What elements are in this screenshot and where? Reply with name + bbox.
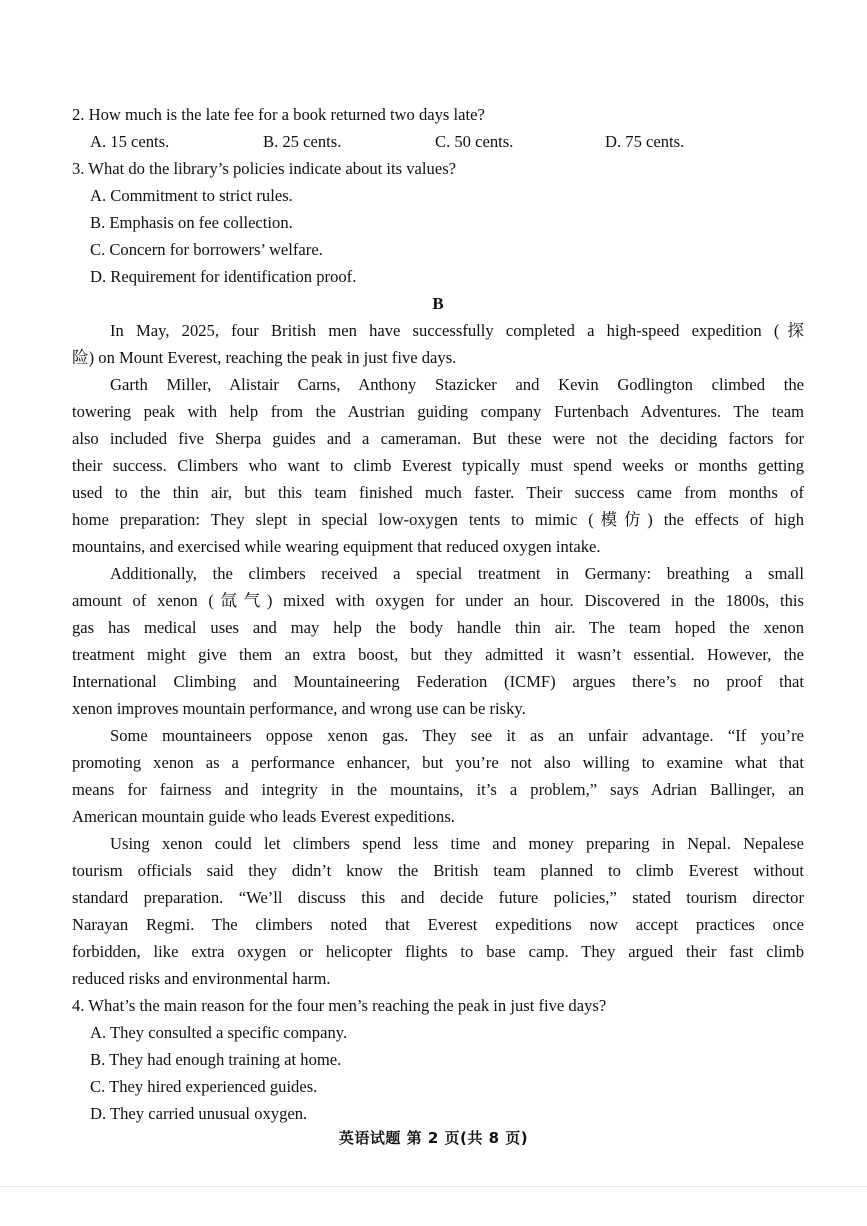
paragraph-line: xenon improves mountain performance, and wrong use can be risky. [72,699,526,718]
passage-b [72,290,804,992]
question-2-option-a: A. 15 cents. [90,132,170,151]
paragraph-line: 险) on Mount Everest, reaching the peak in just five days. [72,348,457,367]
question-2-option-b: B. 25 cents. [263,132,342,151]
question-3-option-a: A. Commitment to strict rules. [90,186,293,205]
paragraph-line: used to the thin air, but this team finished much faster. Their success came from months of [72,483,804,502]
paragraph-line: also included five Sherpa guides and a cameraman. But these were not the deciding factors for [72,429,804,448]
paragraph-line: amount of xenon (氙气) mixed with oxygen for under an hour. Discovered in the 1800s, this [72,591,804,610]
question-3-option-d: D. Requirement for identification proof. [90,267,357,286]
question-3-option-b: B. Emphasis on fee collection. [90,213,293,232]
passage-title: B [432,294,444,313]
passage-paragraph-2 [72,371,804,560]
paragraph-line: Narayan Regmi. The climbers noted that Everest expeditions now accept practices once [72,915,804,934]
paragraph-line: International Climbing and Mountaineering Federation (ICMF) argues there’s no proof that [72,672,804,691]
paragraph-line: mountains, and exercised while wearing equipment that reduced oxygen intake. [72,537,601,556]
paragraph-line: home preparation: They slept in special low-oxygen tents to mimic (模仿) the effects of high [72,510,804,529]
question-4-option-a: A. They consulted a specific company. [90,1023,348,1042]
paragraph-line: their success. Climbers who want to climb Everest typically must spend weeks or months getting [72,456,804,475]
question-2-option-c: C. 50 cents. [435,132,514,151]
paragraph-line: American mountain guide who leads Everest expeditions. [72,807,455,826]
passage-paragraph-5 [72,830,804,992]
question-4-stem: 4. What’s the main reason for the four men’s reaching the peak in just five days? [72,996,607,1015]
question-2-option-d: D. 75 cents. [605,132,685,151]
paragraph-line: forbidden, like extra oxygen or helicopter flights to base camp. They argued their fast climb [72,942,804,961]
paragraph-line: tourism officials said they didn’t know the British team planned to climb Everest without [72,861,804,880]
question-2-stem: 2. How much is the late fee for a book returned two days late? [72,105,485,124]
page-bottom-divider [0,1186,867,1187]
paragraph-line: treatment might give them an extra boost, but they admitted it wasn’t essential. However, the [72,645,804,664]
paragraph-line: Additionally, the climbers received a special treatment in Germany: breathing a small [110,564,804,583]
question-2-options [72,128,804,155]
paragraph-line: means for fairness and integrity in the mountains, it’s a problem,” says Adrian Ballinger, an [72,780,804,799]
question-4-option-b: B. They had enough training at home. [90,1050,342,1069]
page-content [72,101,804,1127]
paragraph-line: Garth Miller, Alistair Carns, Anthony Stazicker and Kevin Godlington climbed the [110,375,804,394]
paragraph-line: gas has medical uses and may help the body handle thin air. The team hoped the xenon [72,618,804,637]
question-4 [72,992,804,1127]
paragraph-line: In May, 2025, four British men have successfully completed a high-speed expedition (探 [110,321,804,340]
passage-paragraph-1 [72,317,804,371]
passage-paragraph-3 [72,560,804,722]
paragraph-line: towering peak with help from the Austrian guiding company Furtenbach Adventures. The team [72,402,804,421]
question-4-option-c: C. They hired experienced guides. [90,1077,318,1096]
question-4-option-d: D. They carried unusual oxygen. [90,1104,308,1123]
question-3 [72,155,804,290]
paragraph-line: Some mountaineers oppose xenon gas. They see it as an unfair advantage. “If you’re [110,726,804,745]
paragraph-line: reduced risks and environmental harm. [72,969,331,988]
paragraph-line: Using xenon could let climbers spend less time and money preparing in Nepal. Nepalese [110,834,804,853]
passage-paragraph-4 [72,722,804,830]
paragraph-line: standard preparation. “We’ll discuss this and decide future policies,” stated tourism director [72,888,804,907]
question-3-stem: 3. What do the library’s policies indicate about its values? [72,159,457,178]
question-2 [72,101,804,155]
paragraph-line: promoting xenon as a performance enhancer, but you’re not also willing to examine what that [72,753,804,772]
page-footer: 英语试题 第 2 页(共 8 页) [338,1129,529,1147]
question-3-option-c: C. Concern for borrowers’ welfare. [90,240,323,259]
